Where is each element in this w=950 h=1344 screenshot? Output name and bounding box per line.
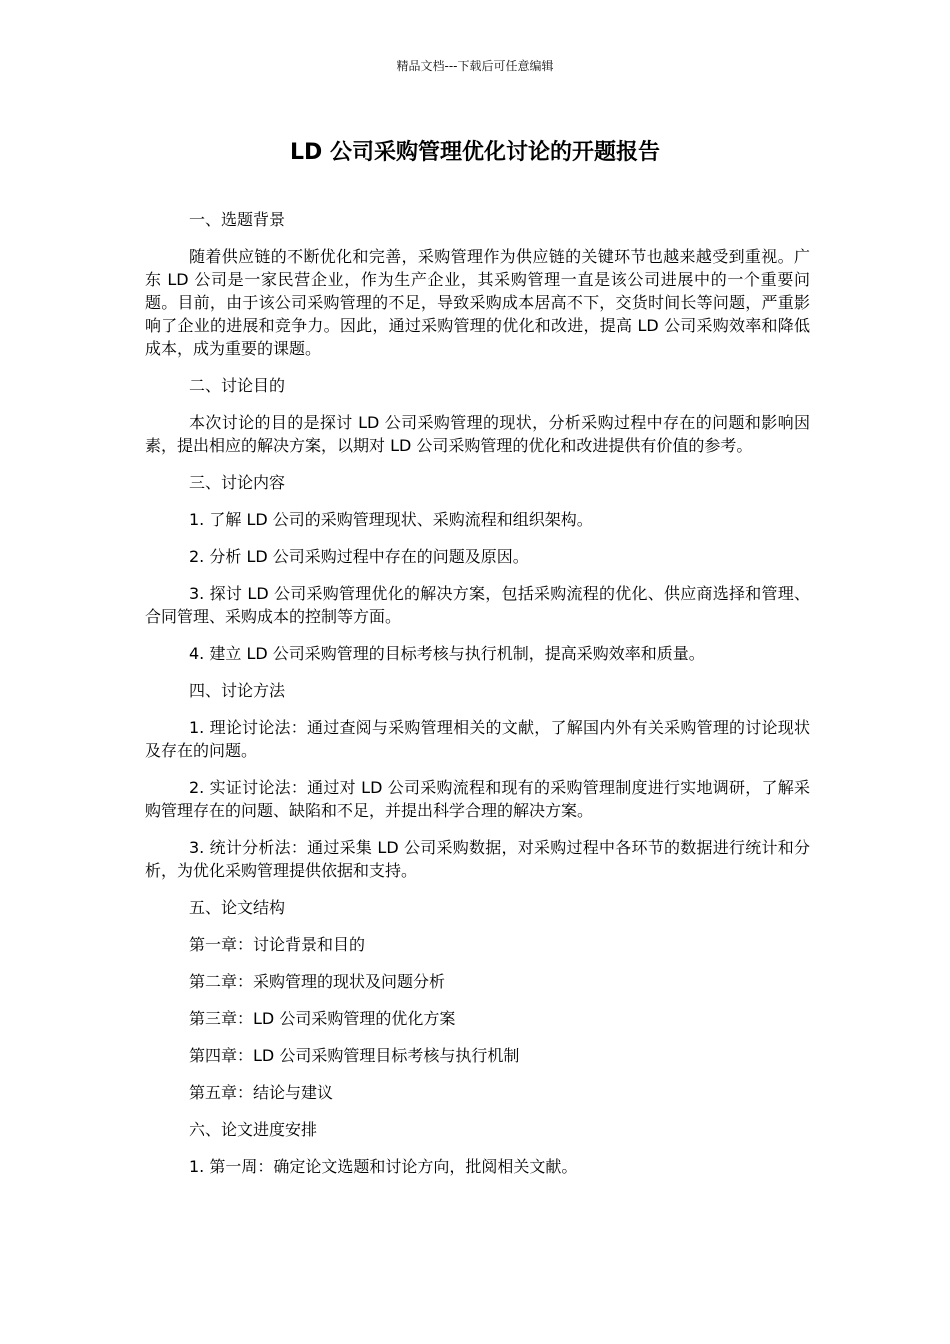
schedule-item: 1. 第一周：确定论文选题和讨论方向，批阅相关文献。	[189, 1157, 578, 1176]
section-heading-background: 一、选题背景	[189, 210, 286, 229]
section-heading-methods: 四、讨论方法	[189, 681, 286, 700]
method-item: 3. 统计分析法：通过采集 LD 公司采购数据，对采购过程中各环节的数据进行统计和分析，为优化采购管理提供依据和支持。	[145, 838, 810, 880]
document-body	[145, 208, 810, 1192]
content-item: 1. 了解 LD 公司的采购管理现状、采购流程和组织架构。	[189, 510, 593, 529]
chapter-item: 第四章：LD 公司采购管理目标考核与执行机制	[189, 1046, 520, 1065]
chapter-item: 第一章：讨论背景和目的	[189, 935, 366, 954]
chapter-item: 第五章：结论与建议	[189, 1083, 334, 1102]
document-title: LD 公司采购管理优化讨论的开题报告	[290, 140, 660, 165]
purpose-paragraph: 本次讨论的目的是探讨 LD 公司采购管理的现状，分析采购过程中存在的问题和影响因素，提出相应的解决方案，以期对 LD 公司采购管理的优化和改进提供有价值的参考。	[145, 413, 810, 455]
content-item: 3. 探讨 LD 公司采购管理优化的解决方案，包括采购流程的优化、供应商选择和管理、合同管理、采购成本的控制等方面。	[145, 584, 810, 626]
method-item: 2. 实证讨论法：通过对 LD 公司采购流程和现有的采购管理制度进行实地调研，了解采购管理存在的问题、缺陷和不足，并提出科学合理的解决方案。	[145, 778, 810, 820]
section-heading-structure: 五、论文结构	[189, 898, 286, 917]
section-heading-purpose: 二、讨论目的	[189, 376, 286, 395]
content-item: 2. 分析 LD 公司采购过程中存在的问题及原因。	[189, 547, 529, 566]
content-item: 4. 建立 LD 公司采购管理的目标考核与执行机制，提高采购效率和质量。	[189, 644, 705, 663]
chapter-item: 第二章：采购管理的现状及问题分析	[189, 972, 446, 991]
background-paragraph: 随着供应链的不断优化和完善，采购管理作为供应链的关键环节也越来越受到重视。广东 LD 公司是一家民营企业，作为生产企业，其采购管理一直是该公司进展中的一个重要问题。目前，由于该公司采购管理的不足，导致采购成本居高不下，交货时间长等问题，严重影响了企业的进展和竞争力。因此，通过采购管理的优化和改进，提高 LD 公司采购效率和降低成本，成为重要的课题。	[145, 247, 810, 358]
method-item: 1. 理论讨论法：通过查阅与采购管理相关的文献，了解国内外有关采购管理的讨论现状及存在的问题。	[145, 718, 810, 760]
section-heading-content: 三、讨论内容	[189, 473, 286, 492]
section-heading-schedule: 六、论文进度安排	[189, 1120, 318, 1139]
chapter-item: 第三章：LD 公司采购管理的优化方案	[189, 1009, 456, 1028]
page-header: 精品文档---下载后可任意编辑	[396, 59, 554, 73]
